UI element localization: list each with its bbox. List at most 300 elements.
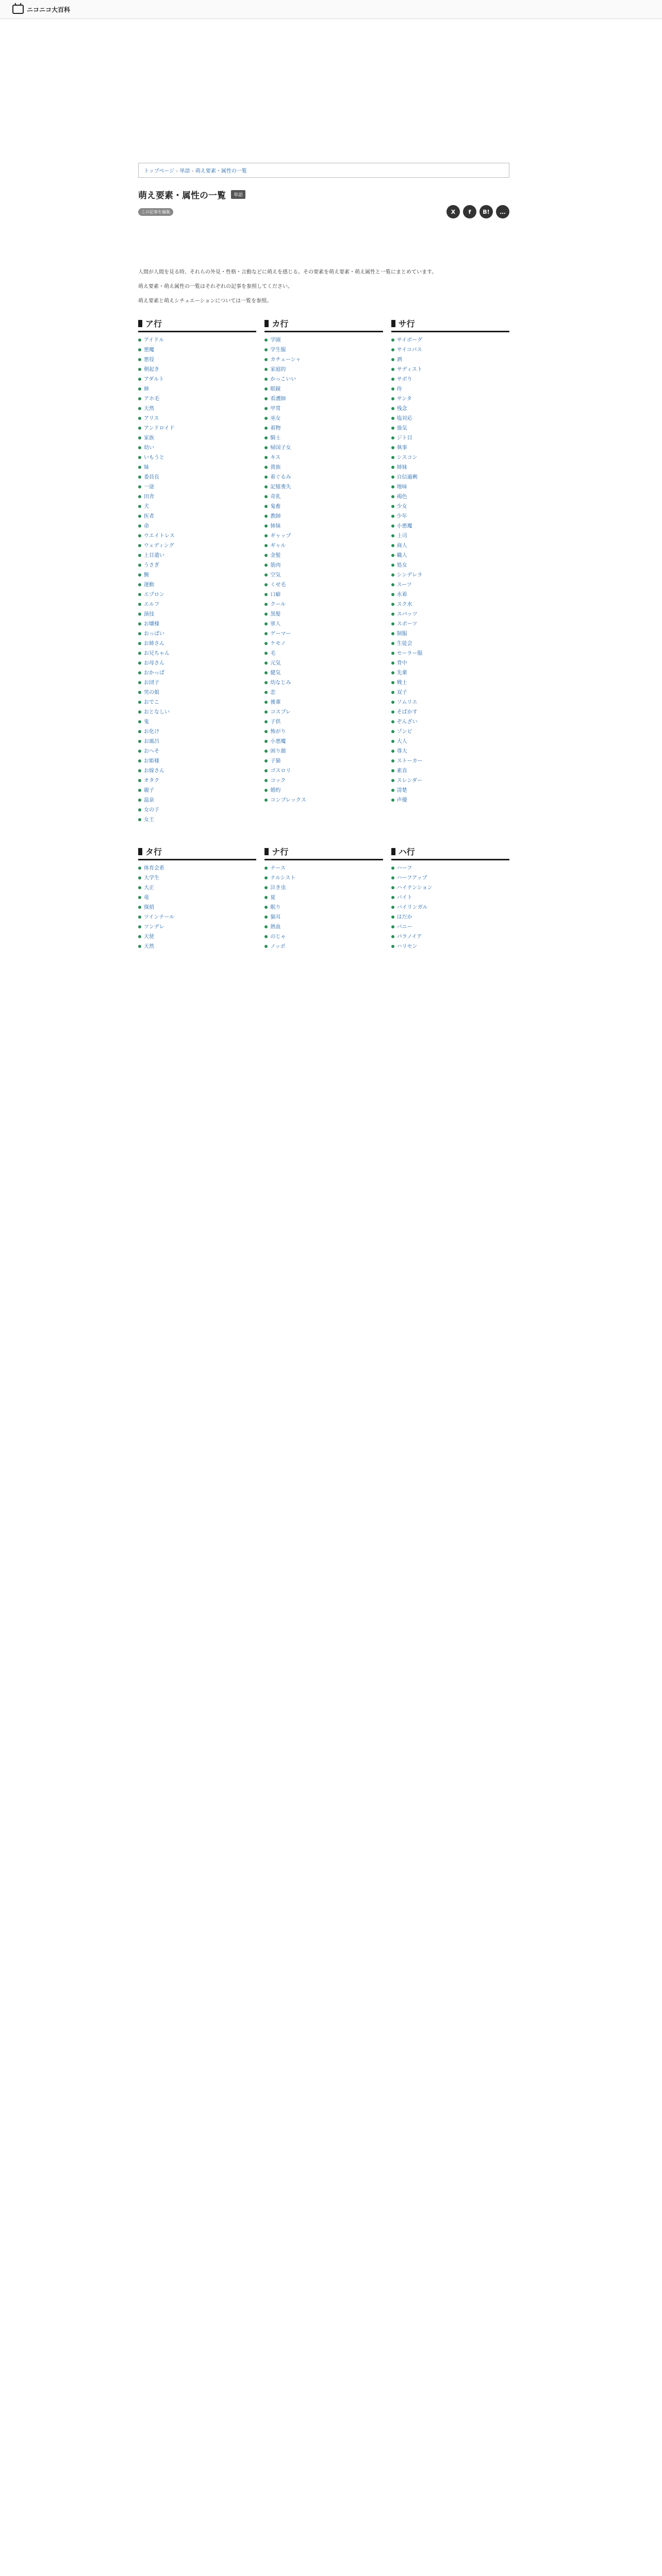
term-link[interactable]: 職人 bbox=[396, 553, 407, 558]
term-link[interactable]: ハリセン bbox=[396, 944, 418, 950]
term-link[interactable]: サイボーグ bbox=[396, 337, 422, 343]
term-link[interactable]: ギャル bbox=[270, 543, 286, 549]
list-item bbox=[264, 668, 383, 678]
term-link[interactable]: 戦士 bbox=[396, 680, 407, 686]
term-link[interactable]: 幼なじみ bbox=[270, 680, 291, 686]
heading-marker-icon bbox=[391, 320, 395, 327]
term-link[interactable]: 悪魔 bbox=[144, 347, 154, 353]
top-bar bbox=[0, 0, 662, 19]
list-item bbox=[138, 639, 256, 649]
term-link[interactable]: ジト目 bbox=[396, 435, 412, 441]
list-item bbox=[391, 375, 509, 384]
list-item bbox=[391, 590, 509, 600]
breadcrumb bbox=[138, 163, 509, 178]
term-link[interactable]: 上目遣い bbox=[144, 553, 164, 558]
term-link[interactable]: 処女 bbox=[396, 563, 407, 568]
list-item bbox=[264, 903, 383, 912]
term-link[interactable]: 熱血 bbox=[270, 924, 281, 930]
term-link[interactable]: 清楚 bbox=[396, 788, 407, 793]
list-item bbox=[391, 492, 509, 502]
term-link[interactable]: 先輩 bbox=[396, 670, 407, 676]
term-link[interactable]: 筋肉 bbox=[270, 563, 281, 568]
term-link[interactable]: 温泉 bbox=[144, 798, 154, 803]
list-item bbox=[138, 756, 256, 766]
term-link[interactable]: スパッツ bbox=[396, 612, 418, 617]
term-link[interactable]: はだか bbox=[396, 914, 412, 920]
list-item bbox=[391, 414, 509, 423]
list-item bbox=[264, 472, 383, 482]
term-link[interactable]: 元気 bbox=[270, 660, 281, 666]
term-link[interactable]: 鬼 bbox=[144, 719, 149, 725]
term-link[interactable]: コンプレックス bbox=[270, 798, 306, 803]
column-heading bbox=[138, 845, 256, 860]
term-link[interactable]: ストーカー bbox=[396, 758, 423, 764]
list-item bbox=[264, 590, 383, 600]
term-link[interactable]: ハーフ bbox=[396, 866, 412, 871]
list-item bbox=[138, 707, 256, 717]
term-link[interactable]: 眼鏡 bbox=[270, 386, 281, 392]
term-list bbox=[138, 335, 256, 825]
breadcrumb-word[interactable]: 単語 bbox=[179, 168, 190, 174]
list-item bbox=[391, 942, 509, 952]
term-link[interactable]: セーラー服 bbox=[396, 651, 423, 656]
list-item bbox=[138, 521, 256, 531]
list-item bbox=[138, 815, 256, 825]
list-item bbox=[391, 443, 509, 453]
column-title: ア行 bbox=[145, 319, 162, 329]
term-link[interactable]: お嫁さん bbox=[144, 768, 164, 774]
column-title: ナ行 bbox=[272, 847, 289, 857]
term-link[interactable]: クール bbox=[270, 602, 286, 607]
term-link[interactable]: お嬢様 bbox=[144, 621, 159, 627]
site-logo[interactable] bbox=[12, 5, 70, 14]
term-link[interactable]: 幼い bbox=[144, 445, 154, 451]
list-item bbox=[138, 912, 256, 922]
tv-icon bbox=[12, 5, 24, 14]
term-link[interactable]: 軍人 bbox=[270, 621, 281, 627]
term-link[interactable]: お団子 bbox=[144, 680, 159, 686]
list-item bbox=[391, 668, 509, 678]
term-link[interactable]: カチューシャ bbox=[270, 357, 301, 363]
term-link[interactable]: 犬 bbox=[144, 504, 149, 510]
list-item bbox=[138, 502, 256, 512]
term-link[interactable]: 自信過剰 bbox=[396, 474, 418, 480]
term-link[interactable]: 学生服 bbox=[270, 347, 286, 353]
term-link[interactable]: ゾンビ bbox=[396, 729, 412, 735]
list-item bbox=[138, 668, 256, 678]
hatena-share-icon[interactable]: B! bbox=[479, 205, 493, 218]
term-link[interactable]: サンタ bbox=[396, 396, 412, 402]
term-link[interactable]: アンドロイド bbox=[144, 426, 175, 431]
term-link[interactable]: 着ぐるみ bbox=[270, 474, 291, 480]
site-name: ニコニコ大百科 bbox=[27, 6, 71, 13]
heading-marker-icon bbox=[264, 320, 269, 327]
list-item bbox=[264, 649, 383, 658]
term-link[interactable]: 竜 bbox=[144, 895, 149, 901]
term-link[interactable]: 黒髪 bbox=[270, 612, 281, 617]
heading-marker-icon bbox=[264, 848, 269, 855]
term-link[interactable]: ぞんざい bbox=[396, 719, 418, 725]
list-item bbox=[264, 747, 383, 756]
term-link[interactable]: コック bbox=[270, 778, 286, 784]
term-link[interactable]: お風呂 bbox=[144, 739, 159, 744]
list-item bbox=[391, 707, 509, 717]
list-item bbox=[138, 786, 256, 795]
term-link[interactable]: スレンダー bbox=[396, 778, 423, 784]
term-link[interactable]: サボり bbox=[396, 377, 412, 382]
list-item bbox=[138, 492, 256, 502]
term-link[interactable]: コスプレ bbox=[270, 709, 291, 715]
column-heading bbox=[391, 845, 509, 860]
list-item bbox=[264, 658, 383, 668]
term-link[interactable]: うさぎ bbox=[144, 563, 159, 568]
term-link[interactable]: ノッポ bbox=[270, 944, 286, 950]
term-link[interactable]: 学園 bbox=[270, 337, 281, 343]
term-link[interactable]: 褐色 bbox=[396, 494, 407, 500]
more-share-icon[interactable]: … bbox=[496, 205, 509, 218]
term-link[interactable]: 家庭的 bbox=[270, 367, 286, 372]
list-item bbox=[391, 883, 509, 893]
list-item bbox=[138, 404, 256, 414]
term-link[interactable]: 空気 bbox=[270, 572, 281, 578]
term-link[interactable]: 委員長 bbox=[144, 474, 159, 480]
term-link[interactable]: 少女 bbox=[396, 504, 407, 510]
column-title: サ行 bbox=[398, 319, 415, 329]
list-item bbox=[391, 463, 509, 472]
term-list bbox=[264, 863, 383, 952]
term-link[interactable]: 制服 bbox=[396, 631, 407, 637]
list-item bbox=[264, 404, 383, 414]
list-item bbox=[138, 463, 256, 472]
term-link[interactable]: 後輩 bbox=[270, 700, 281, 705]
list-item bbox=[264, 541, 383, 551]
list-item bbox=[264, 717, 383, 727]
term-link[interactable]: バイリンガル bbox=[396, 905, 428, 910]
term-link[interactable]: 困り顔 bbox=[270, 749, 286, 754]
term-link[interactable]: いもうと bbox=[144, 455, 164, 461]
term-link[interactable]: パラノイア bbox=[396, 934, 422, 940]
term-link[interactable]: お姉さん bbox=[144, 641, 164, 647]
term-link[interactable]: 田舎 bbox=[144, 494, 154, 500]
term-list bbox=[391, 335, 509, 805]
term-link[interactable]: 生徒会 bbox=[396, 641, 412, 647]
term-link[interactable]: 妹 bbox=[144, 465, 149, 470]
term-link[interactable]: ゴスロリ bbox=[270, 768, 291, 774]
term-link[interactable]: 体育会系 bbox=[144, 866, 164, 871]
list-item bbox=[138, 932, 256, 942]
term-link[interactable]: 泣き虫 bbox=[270, 885, 286, 891]
term-link[interactable]: 天然 bbox=[144, 406, 154, 412]
term-link[interactable]: 命 bbox=[144, 523, 149, 529]
list-item bbox=[264, 727, 383, 737]
term-link[interactable]: 家族 bbox=[144, 435, 154, 441]
list-item bbox=[264, 600, 383, 609]
term-link[interactable]: 探偵 bbox=[144, 905, 154, 910]
term-link[interactable]: 演技 bbox=[144, 612, 154, 617]
list-item bbox=[391, 863, 509, 873]
list-item bbox=[138, 678, 256, 688]
term-link[interactable]: 女王 bbox=[144, 817, 154, 823]
term-link[interactable]: くせ毛 bbox=[270, 582, 286, 588]
term-link[interactable]: おへそ bbox=[144, 749, 159, 754]
list-item bbox=[138, 345, 256, 355]
list-item bbox=[138, 433, 256, 443]
list-item bbox=[264, 375, 383, 384]
term-link[interactable]: 金髪 bbox=[270, 553, 281, 558]
term-link[interactable]: オタク bbox=[144, 778, 159, 784]
term-link[interactable]: 騎士 bbox=[270, 435, 281, 441]
term-link[interactable]: スーツ bbox=[396, 582, 412, 588]
column-heading bbox=[391, 317, 509, 332]
column-title: カ行 bbox=[272, 319, 289, 329]
list-item bbox=[138, 873, 256, 883]
term-link[interactable]: 残念 bbox=[396, 406, 407, 412]
term-link[interactable]: 帰国子女 bbox=[270, 445, 291, 451]
term-link[interactable]: 健気 bbox=[270, 670, 281, 676]
list-item bbox=[391, 658, 509, 668]
term-link[interactable]: 小悪魔 bbox=[396, 523, 412, 529]
term-link[interactable]: ゲーマー bbox=[270, 631, 291, 637]
list-item bbox=[264, 561, 383, 570]
list-item bbox=[264, 786, 383, 795]
list-item bbox=[264, 873, 383, 883]
term-link[interactable]: スク水 bbox=[396, 602, 412, 607]
term-link[interactable]: エプロン bbox=[144, 592, 164, 598]
list-item bbox=[138, 658, 256, 668]
term-link[interactable]: ウエイトレス bbox=[144, 533, 175, 539]
term-link[interactable]: 運動 bbox=[144, 582, 154, 588]
list-item bbox=[391, 551, 509, 561]
list-item bbox=[391, 600, 509, 609]
term-link[interactable]: 着物 bbox=[270, 426, 281, 431]
term-link[interactable]: 看護師 bbox=[270, 396, 286, 402]
list-item bbox=[391, 795, 509, 805]
term-link[interactable]: 素直 bbox=[396, 768, 407, 774]
term-link[interactable]: 天然 bbox=[144, 944, 154, 950]
term-link[interactable]: お兄ちゃん bbox=[144, 651, 170, 656]
page-title: 萌え要素・属性の一覧 bbox=[138, 191, 226, 201]
list-item bbox=[138, 805, 256, 815]
term-link[interactable]: アダルト bbox=[144, 377, 164, 382]
intro-paragraph: 萌え要素・萌え属性の一覧はそれぞれの記事を参照してください。 bbox=[138, 284, 293, 290]
term-link[interactable]: ソムリエ bbox=[396, 700, 418, 705]
term-link[interactable]: バイト bbox=[396, 895, 412, 901]
column bbox=[391, 845, 509, 952]
list-item bbox=[391, 922, 509, 932]
heading-marker-icon bbox=[138, 848, 142, 855]
list-item bbox=[391, 737, 509, 747]
term-link[interactable]: おかっぱ bbox=[144, 670, 164, 676]
list-item bbox=[138, 355, 256, 365]
list-item bbox=[138, 922, 256, 932]
list-item bbox=[138, 375, 256, 384]
term-link[interactable]: 子猫 bbox=[270, 758, 281, 764]
breadcrumb-current[interactable]: 萌え要素・属性の一覧 bbox=[195, 168, 247, 174]
list-item bbox=[391, 717, 509, 727]
main-content bbox=[138, 163, 509, 952]
term-link[interactable]: 夏 bbox=[270, 895, 276, 901]
term-link[interactable]: そばかす bbox=[396, 709, 418, 715]
term-link[interactable]: 塩対応 bbox=[396, 416, 412, 421]
term-link[interactable]: 医者 bbox=[144, 514, 154, 519]
list-item bbox=[138, 776, 256, 786]
term-link[interactable]: ハーフアップ bbox=[396, 875, 427, 881]
list-item bbox=[264, 737, 383, 747]
term-link[interactable]: ナルシスト bbox=[270, 875, 296, 881]
term-link[interactable]: のじゃ bbox=[270, 934, 286, 940]
term-link[interactable]: ウェディング bbox=[144, 543, 174, 549]
list-item bbox=[138, 551, 256, 561]
column bbox=[138, 845, 256, 952]
term-link[interactable]: おとなしい bbox=[144, 709, 170, 715]
term-link[interactable]: 姉妹 bbox=[270, 523, 281, 529]
term-link[interactable]: アイドル bbox=[144, 337, 164, 343]
term-link[interactable]: 鬼畜 bbox=[270, 504, 281, 510]
term-link[interactable]: 上司 bbox=[396, 533, 407, 539]
term-link[interactable]: お姫様 bbox=[144, 758, 159, 764]
term-link[interactable]: 恋 bbox=[270, 690, 276, 696]
list-item bbox=[138, 570, 256, 580]
list-item bbox=[264, 512, 383, 521]
term-link[interactable]: 背中 bbox=[396, 660, 407, 666]
breadcrumb-top[interactable]: トップページ bbox=[144, 168, 175, 174]
list-item bbox=[264, 433, 383, 443]
facebook-share-icon[interactable]: f bbox=[463, 205, 476, 218]
list-item bbox=[391, 609, 509, 619]
list-item bbox=[391, 531, 509, 541]
term-link[interactable]: 甲冑 bbox=[270, 406, 281, 412]
term-link[interactable]: エルフ bbox=[144, 602, 159, 607]
term-link[interactable]: シスコン bbox=[396, 455, 418, 461]
list-item bbox=[264, 423, 383, 433]
term-link[interactable]: キス bbox=[270, 455, 281, 461]
term-link[interactable]: アホ毛 bbox=[144, 396, 159, 402]
edit-label[interactable]: この記事を編集 bbox=[138, 208, 173, 216]
term-link[interactable]: ナース bbox=[270, 866, 286, 871]
term-link[interactable]: 姉妹 bbox=[396, 465, 407, 470]
term-link[interactable]: 猫耳 bbox=[270, 914, 281, 920]
term-link[interactable]: 姉 bbox=[144, 386, 149, 392]
term-link[interactable]: 商人 bbox=[396, 543, 407, 549]
term-link[interactable]: 大学生 bbox=[144, 875, 159, 881]
list-item bbox=[264, 795, 383, 805]
term-link[interactable]: ツンデレ bbox=[144, 924, 164, 930]
list-item bbox=[391, 394, 509, 404]
term-link[interactable]: 双子 bbox=[396, 690, 407, 696]
term-link[interactable]: かっこいい bbox=[270, 377, 296, 382]
term-link[interactable]: 地味 bbox=[396, 484, 407, 490]
term-link[interactable]: 声優 bbox=[396, 798, 407, 803]
term-link[interactable]: 朝起き bbox=[144, 367, 159, 372]
list-item bbox=[264, 698, 383, 707]
term-link[interactable]: おでこ bbox=[144, 700, 159, 705]
list-item bbox=[138, 883, 256, 893]
list-item bbox=[391, 433, 509, 443]
list-item bbox=[264, 619, 383, 629]
heading-marker-icon bbox=[138, 320, 142, 327]
list-item bbox=[138, 737, 256, 747]
list-item bbox=[138, 609, 256, 619]
list-item bbox=[138, 629, 256, 639]
term-link[interactable]: 記憶喪失 bbox=[270, 484, 291, 490]
heading-marker-icon bbox=[391, 848, 395, 855]
x-share-icon[interactable]: X bbox=[446, 205, 460, 218]
term-link[interactable]: 大人 bbox=[396, 739, 407, 744]
term-link[interactable]: お母さん bbox=[144, 660, 164, 666]
term-link[interactable]: 悪役 bbox=[144, 357, 154, 363]
list-item bbox=[264, 688, 383, 698]
term-link[interactable]: バニー bbox=[396, 924, 412, 930]
term-link[interactable]: ツインテール bbox=[144, 914, 175, 920]
term-link[interactable]: 巫女 bbox=[270, 416, 281, 421]
term-link[interactable]: 水着 bbox=[396, 592, 407, 598]
term-link[interactable]: 天使 bbox=[144, 934, 154, 940]
list-item bbox=[138, 580, 256, 590]
term-link[interactable]: シンデレラ bbox=[396, 572, 423, 578]
term-link[interactable]: 婚約 bbox=[270, 788, 281, 793]
list-item bbox=[391, 580, 509, 590]
list-item bbox=[264, 756, 383, 766]
list-item bbox=[264, 551, 383, 561]
term-link[interactable]: 小悪魔 bbox=[270, 739, 286, 744]
term-link[interactable]: 大正 bbox=[144, 885, 154, 891]
term-link[interactable]: 執事 bbox=[396, 445, 407, 451]
term-link[interactable]: ギャップ bbox=[270, 533, 291, 539]
term-link[interactable]: 貴族 bbox=[270, 465, 281, 470]
intro-text bbox=[138, 268, 509, 306]
term-link[interactable]: 男の娘 bbox=[144, 690, 159, 696]
term-link[interactable]: 腕 bbox=[144, 572, 149, 578]
list-item bbox=[264, 942, 383, 952]
term-link[interactable]: お化け bbox=[144, 729, 159, 735]
term-link[interactable]: 教師 bbox=[270, 514, 281, 519]
term-link[interactable]: ハイテンション bbox=[396, 885, 433, 891]
term-link[interactable]: スポーツ bbox=[396, 621, 418, 627]
term-link[interactable]: ケモノ bbox=[270, 641, 286, 647]
term-link[interactable]: 尊大 bbox=[396, 749, 407, 754]
list-item bbox=[391, 365, 509, 375]
list-item bbox=[138, 414, 256, 423]
term-link[interactable]: 酒 bbox=[396, 357, 402, 363]
column-title: ハ行 bbox=[398, 847, 415, 857]
term-link[interactable]: 親子 bbox=[144, 788, 154, 793]
term-link[interactable]: 眠り bbox=[270, 905, 281, 910]
term-link[interactable]: 口癖 bbox=[270, 592, 281, 598]
term-link[interactable]: 女の子 bbox=[144, 807, 159, 813]
term-link[interactable]: 少年 bbox=[396, 514, 407, 519]
term-link[interactable]: おっぱい bbox=[144, 631, 164, 637]
term-link[interactable]: サディスト bbox=[396, 367, 422, 372]
term-link[interactable]: 一途 bbox=[144, 484, 154, 490]
list-item bbox=[391, 345, 509, 355]
list-item bbox=[264, 463, 383, 472]
term-link[interactable]: アリス bbox=[144, 416, 159, 421]
list-item bbox=[138, 649, 256, 658]
term-link[interactable]: 強気 bbox=[396, 426, 407, 431]
list-item bbox=[138, 335, 256, 345]
term-link[interactable]: 子供 bbox=[270, 719, 281, 725]
list-item bbox=[391, 629, 509, 639]
term-link[interactable]: 奇乳 bbox=[270, 494, 281, 500]
term-link[interactable]: 毛 bbox=[270, 651, 276, 656]
list-item bbox=[138, 384, 256, 394]
term-link[interactable]: サイコパス bbox=[396, 347, 422, 353]
term-link[interactable]: 怖がり bbox=[270, 729, 286, 735]
term-list bbox=[391, 863, 509, 952]
list-item bbox=[391, 384, 509, 394]
term-link[interactable]: 侍 bbox=[396, 386, 402, 392]
list-item bbox=[264, 345, 383, 355]
